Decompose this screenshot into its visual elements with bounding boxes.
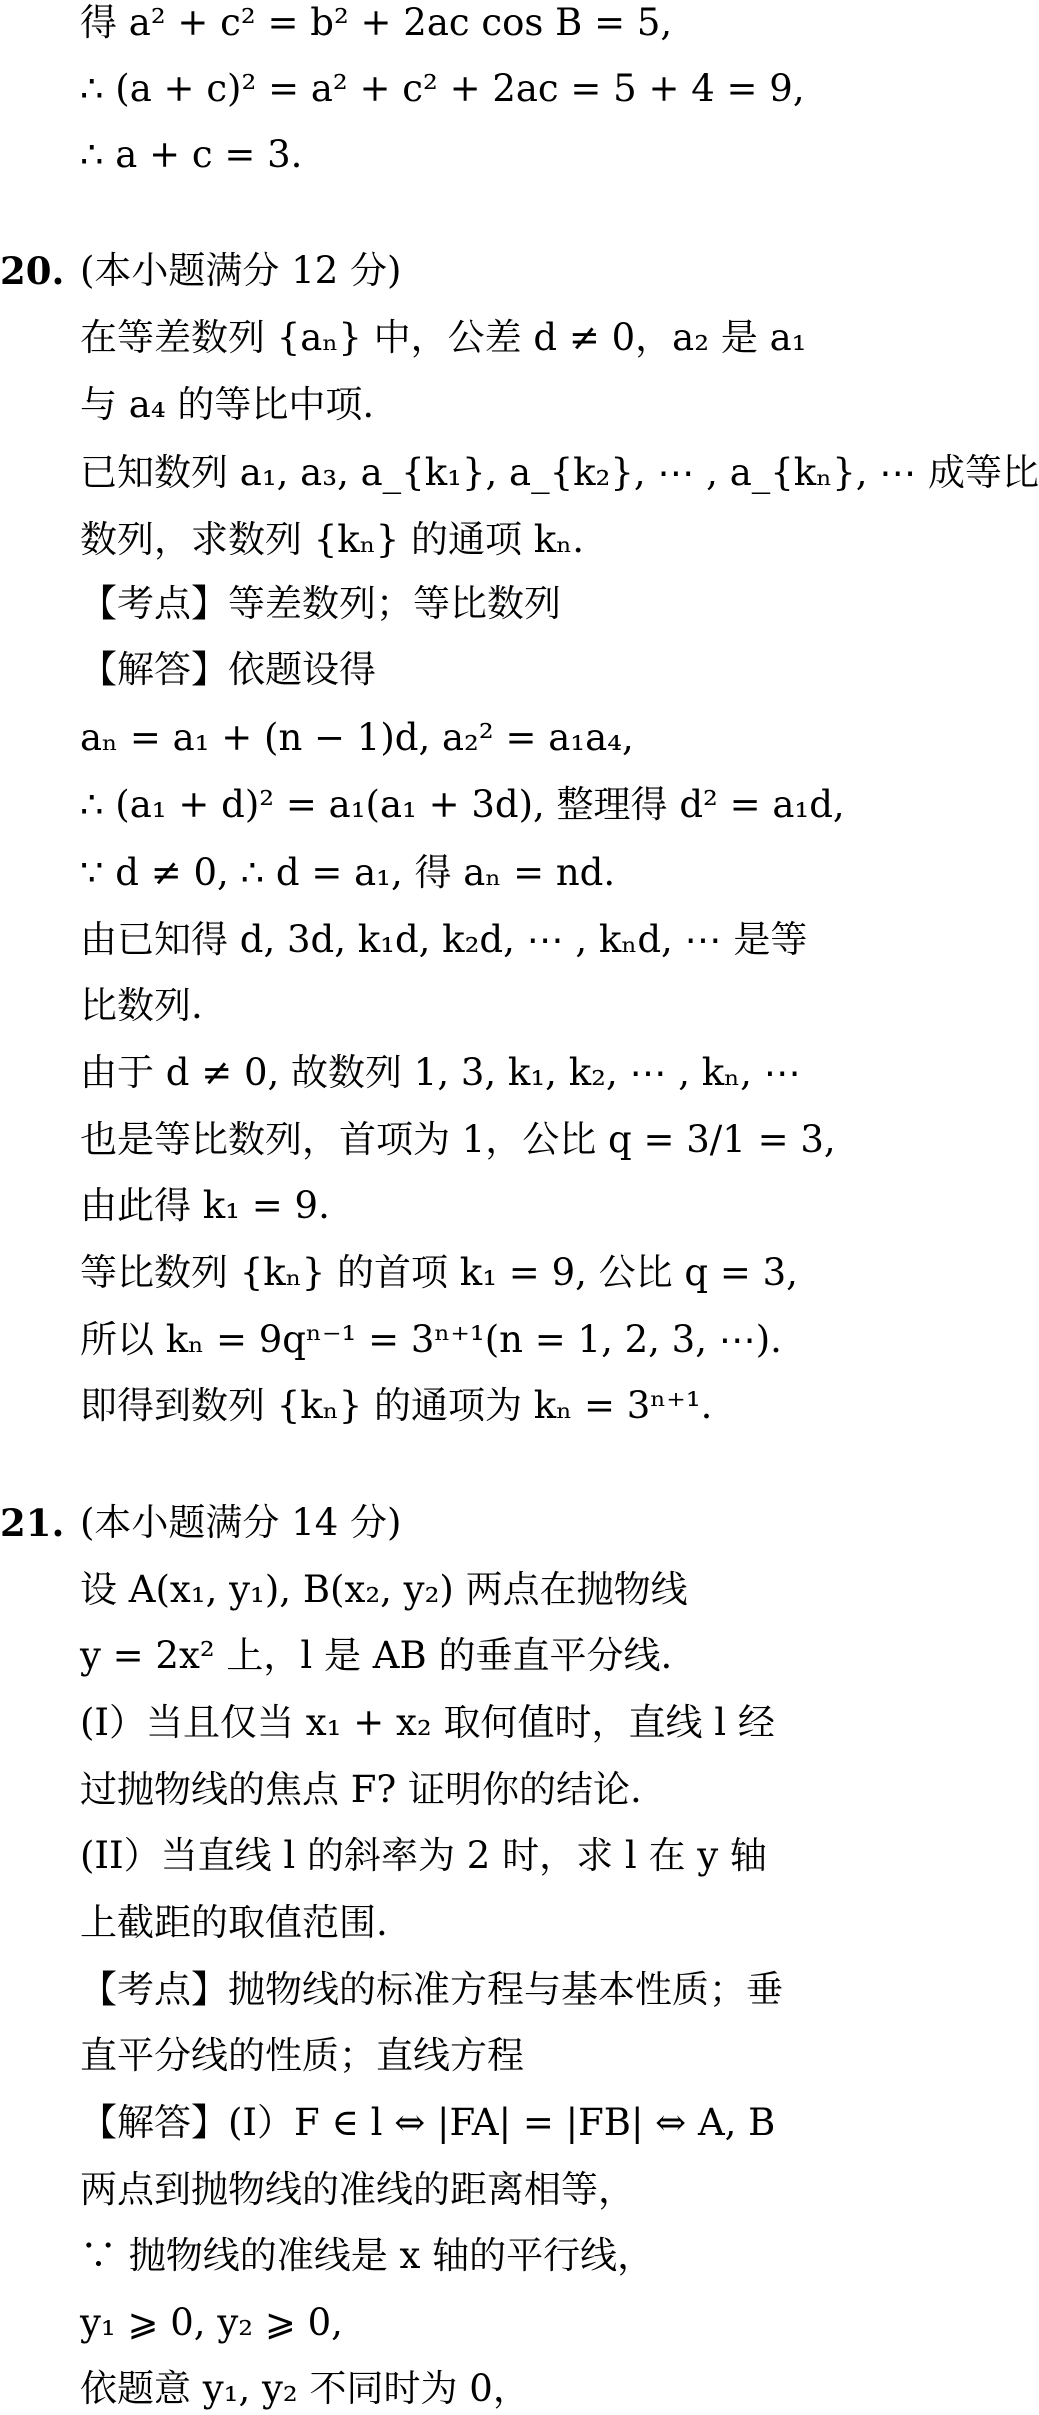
text-line: 数列，求数列 {kₙ} 的通项 kₙ. bbox=[80, 518, 584, 561]
text-line: 直平分线的性质；直线方程 bbox=[80, 2034, 524, 2077]
text-line: 在等差数列 {aₙ} 中，公差 d ≠ 0，a₂ 是 a₁ bbox=[80, 316, 807, 359]
text-line: 得 a² + c² = b² + 2ac cos B = 5, bbox=[80, 1, 673, 44]
text-line: aₙ = a₁ + (n − 1)d, a₂² = a₁a₄, bbox=[80, 716, 634, 759]
question-header: (本小题满分 12 分) bbox=[80, 249, 402, 292]
text-line: 由此得 k₁ = 9. bbox=[80, 1184, 330, 1227]
text-line: y₁ ⩾ 0, y₂ ⩾ 0, bbox=[80, 2301, 343, 2344]
text-line: 依题意 y₁, y₂ 不同时为 0， bbox=[80, 2367, 530, 2410]
text-line: 【考点】抛物线的标准方程与基本性质；垂 bbox=[80, 1968, 783, 2011]
text-line: ∵ d ≠ 0, ∴ d = a₁, 得 aₙ = nd. bbox=[80, 851, 616, 894]
text-line: 即得到数列 {kₙ} 的通项为 kₙ = 3ⁿ⁺¹. bbox=[80, 1384, 713, 1427]
text-line: 过抛物线的焦点 F? 证明你的结论. bbox=[80, 1768, 642, 1811]
question-number: 21. bbox=[0, 1501, 65, 1545]
text-line: 由已知得 d, 3d, k₁d, k₂d, ⋯ , kₙd, ⋯ 是等 bbox=[80, 918, 808, 961]
text-line: 设 A(x₁, y₁), B(x₂, y₂) 两点在抛物线 bbox=[80, 1568, 688, 1611]
text-line: 由于 d ≠ 0, 故数列 1, 3, k₁, k₂, ⋯ , kₙ, ⋯ bbox=[80, 1051, 801, 1094]
text-line: y = 2x² 上，l 是 AB 的垂直平分线. bbox=[80, 1634, 673, 1677]
question-number: 20. bbox=[0, 249, 65, 293]
text-line: 比数列. bbox=[80, 984, 203, 1027]
text-line: (I）当且仅当 x₁ + x₂ 取何值时，直线 l 经 bbox=[80, 1701, 775, 1744]
text-line: 等比数列 {kₙ} 的首项 k₁ = 9, 公比 q = 3, bbox=[80, 1251, 798, 1294]
text-line: ∴ (a + c)² = a² + c² + 2ac = 5 + 4 = 9, bbox=[80, 67, 805, 110]
text-line: 【解答】依题设得 bbox=[80, 648, 376, 691]
text-line: ∴ a + c = 3. bbox=[80, 133, 303, 176]
text-line: 【考点】等差数列；等比数列 bbox=[80, 582, 561, 625]
text-line: 已知数列 a₁, a₃, a_{k₁}, a_{k₂}, ⋯ , a_{kₙ}, ⋯ 成等比 bbox=[80, 451, 1039, 494]
text-line: ∵ 抛物线的准线是 x 轴的平行线， bbox=[80, 2234, 655, 2277]
text-line: 两点到抛物线的准线的距离相等， bbox=[80, 2168, 635, 2211]
question-header: (本小题满分 14 分) bbox=[80, 1501, 402, 1544]
text-line: 上截距的取值范围. bbox=[80, 1901, 388, 1944]
text-line: 也是等比数列，首项为 1，公比 q = 3/1 = 3, bbox=[80, 1118, 836, 1161]
text-line: 所以 kₙ = 9qⁿ⁻¹ = 3ⁿ⁺¹(n = 1, 2, 3, ⋯). bbox=[80, 1318, 782, 1361]
text-line: (II）当直线 l 的斜率为 2 时，求 l 在 y 轴 bbox=[80, 1834, 767, 1877]
text-line: ∴ (a₁ + d)² = a₁(a₁ + 3d), 整理得 d² = a₁d, bbox=[80, 783, 845, 826]
text-line: 与 a₄ 的等比中项. bbox=[80, 383, 375, 426]
text-line: 【解答】(I）F ∈ l ⇔ |FA| = |FB| ⇔ A, B bbox=[80, 2101, 776, 2144]
